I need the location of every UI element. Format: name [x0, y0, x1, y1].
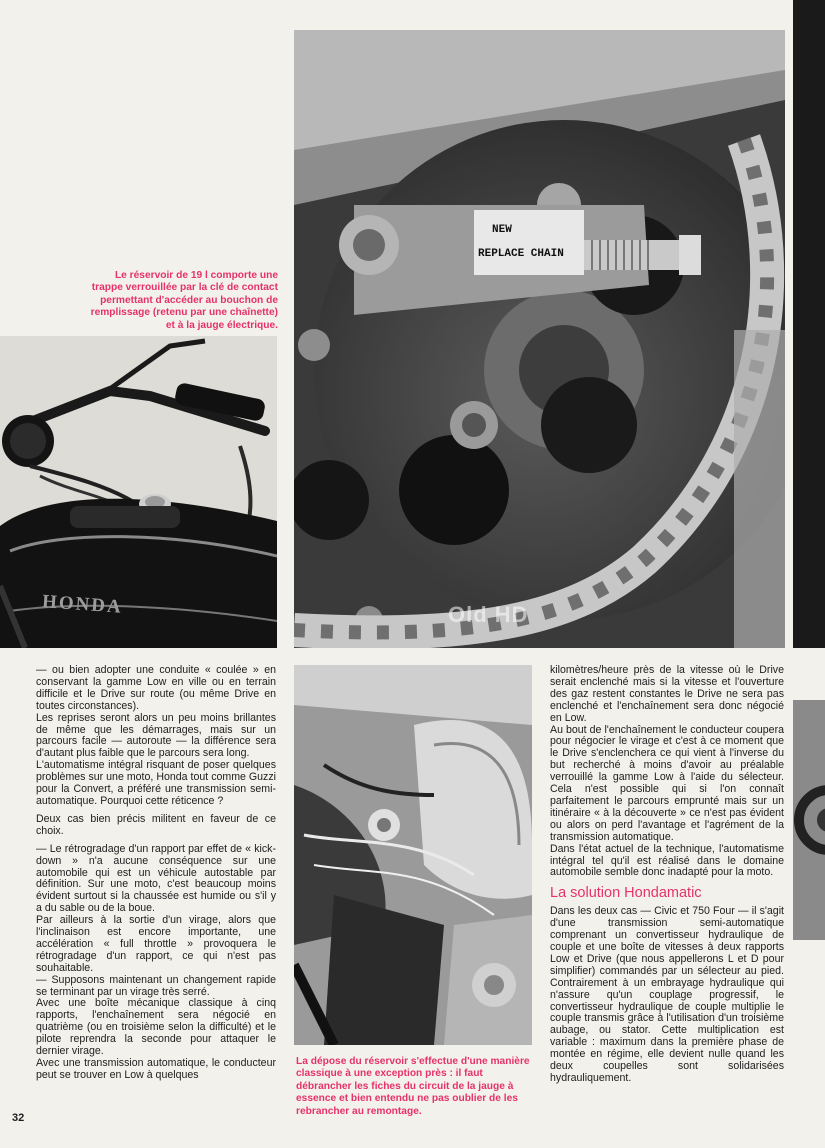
- page-edge-strip-lower: [793, 700, 825, 940]
- motorcycle-tank-photo: [0, 336, 277, 648]
- col3-paragraph: Dans les deux cas — Civic et 750 Four — il s'agit d'une transmission semi-automatique comprenant un convertisseur hydraulique de couple et une boîte de vitesses à deux rapports Low et Drive (que nous appellerons L et D pour simplifier) commandés par un sélecteur au pied. Contrairement à un embrayage hydraulique qui n'assure qu'un couplage progressif, le convertisseur hydraulique de couple multiplie le couple transmis grâce à l'utilisation d'un troisième aubage, ou stator. Cette multiplication est variable : maximum dans la première phase de montée en régime, elle devient nulle quand les deux coupelles sont solidarisées hydrauliquement.: [550, 905, 784, 1084]
- col1-paragraph: — Le rétrogradage d'un rapport par effet de « kick-down » n'a aucune conséquence sur une automobile qui est un véhicule autostable par définition. Sur une moto, c'est beaucoup moins évident surtout si la chaussée est humide ou s'il y a du sable ou de la boue.: [36, 842, 276, 915]
- text-column-right: [550, 665, 784, 1135]
- col3-paragraph: Au bout de l'enchaînement le conducteur coupera pour négocier le virage et c'est à ce moment que le Drive s'enclenchera ce qui vient à l'inverse du but recherché à moins d'avoir au préalable verrouillé la gamme Low à l'aide du sélecteur. Cela n'est possible qui si l'on connaît parfaitement le parcours emprunté mais sur un itinéraire « à la découverte » ce n'est pas évident ou alors on perd l'avantage et l'agrément de la transmission automatique.: [550, 723, 784, 843]
- chain-tag-new: NEW: [492, 224, 512, 236]
- col1-paragraph: Par ailleurs à la sortie d'un virage, alors que l'inclinaison est encore importante, une accélération « full throttle » provoquera le rétrogradage d'un rapport, ce qui n'est pas souhaitable.: [36, 914, 276, 974]
- chain-tag-replace: REPLACE CHAIN: [478, 248, 564, 260]
- col3-paragraph: Dans l'état actuel de la technique, l'automatisme intégral tel qu'il est réalisé dans le domaine automobile semble donc inadapté pour la moto.: [550, 842, 784, 879]
- page-edge-strip: [793, 0, 825, 648]
- watermark: Old HD: [448, 602, 529, 627]
- tank-caption: Le réservoir de 19 l comporte une trappe verrouillée par la clé de contact permettant d'accéder au bouchon de remplissage (retenu par une chaînette) et à la jauge électrique.: [90, 270, 278, 331]
- col1-paragraph: L'automatisme intégral risquant de poser quelques problèmes sur une moto, Honda tout comme Guzzi pour la Convert, a préféré une transmission semi-automatique. Pourquoi cette réticence ?: [36, 759, 276, 807]
- col1-paragraph: Les reprises seront alors un peu moins brillantes de même que les démarrages, mais sur un parcours facile — autoroute — la différence sera d'autant plus faible que le parcours sera long.: [36, 711, 276, 760]
- col1-paragraph: Avec une transmission automatique, le conducteur peut se trouver en Low à quelques: [36, 1057, 276, 1081]
- col1-paragraph: Deux cas bien précis militent en faveur de ce choix.: [36, 812, 276, 837]
- chain-sprocket-photo: [294, 30, 785, 648]
- tank-brand-lettering: HONDA: [41, 591, 124, 618]
- col3-paragraph: kilomètres/heure près de la vitesse où le Drive serait enclenché mais si la vitesse et l'ouverture des gaz restent constantes le Drive ne sera pas enclenché et l'enchaînement sera donc négocié en Low.: [550, 664, 784, 724]
- section-heading: La solution Hondamatic: [550, 885, 702, 902]
- text-column-left: [36, 665, 276, 1130]
- col1-paragraph: Avec une boîte mécanique classique à cinq rapports, l'enchaînement sera négocié en quatrième (ou en troisième selon la difficulté) et le pilote reprendra la seconde pour attaquer le dernier virage.: [36, 997, 276, 1058]
- col1-paragraph: — Supposons maintenant un changement rapide se terminant par un virage très serré.: [36, 973, 276, 998]
- col1-paragraph: — ou bien adopter une conduite « coulée » en conservant la gamme Low en ville ou en terrain difficile et le Drive sur route (ou même Drive en toutes circonstances).: [36, 664, 276, 712]
- tank-removal-caption: La dépose du réservoir s'effectue d'une manière classique à une exception près : il faut débrancher les fiches du circuit de la jauge à essence et bien entendu ne pas oublier de les rebrancher au remontage.: [296, 1056, 530, 1117]
- page-number: 32: [12, 1112, 25, 1124]
- engine-bay-photo: [294, 665, 532, 1045]
